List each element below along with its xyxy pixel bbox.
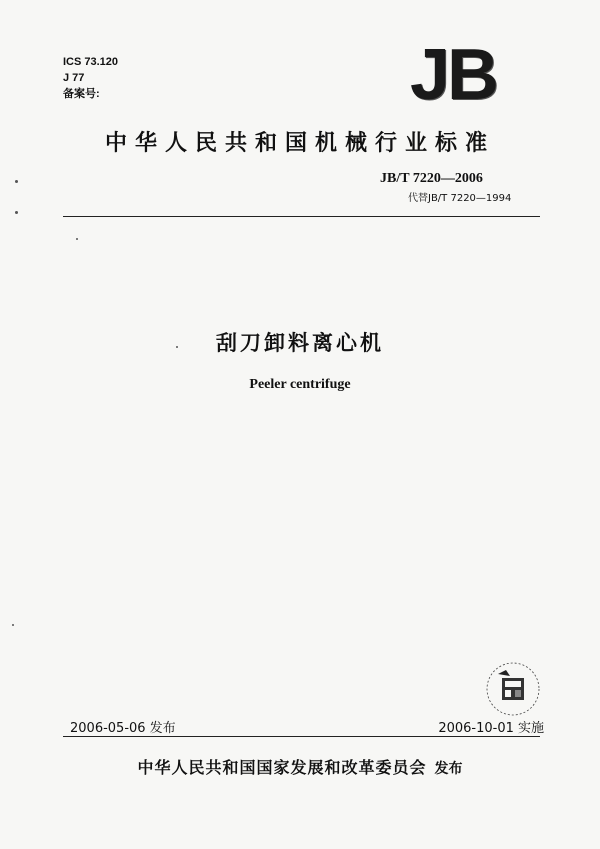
scan-speck [15, 211, 18, 214]
document-title: 刮刀卸料离心机 [216, 331, 384, 355]
jb-logo: JB [410, 35, 497, 115]
issuing-authority-seal-icon [484, 660, 542, 718]
bottom-divider [63, 736, 540, 737]
publisher [0, 755, 600, 778]
replaces-standard: 代替JB/T 7220—1994 [408, 193, 512, 204]
scan-speck [176, 346, 178, 348]
classification-block [63, 54, 118, 102]
standard-number: JB/T 7220—2006 [380, 171, 483, 186]
publisher-suffix: 发布 [434, 761, 463, 777]
scan-speck [12, 624, 14, 626]
ics-code: ICS 73.120 [63, 56, 119, 68]
implementation-date: 2006-10-01 实施 [438, 721, 544, 736]
industry-standard-title: 中华人民共和国机械行业标准 [104, 131, 495, 156]
issue-date: 2006-05-06 发布 [70, 721, 176, 736]
document-title-english: Peeler centrifuge [249, 377, 351, 392]
scan-speck [15, 180, 18, 183]
ccs-code: J 77 [63, 72, 85, 84]
top-divider [63, 216, 540, 217]
publisher-name: 中华人民共和国国家发展和改革委员会 [137, 758, 427, 777]
scan-speck [76, 238, 78, 240]
filing-number-label: 备案号: [63, 88, 100, 100]
